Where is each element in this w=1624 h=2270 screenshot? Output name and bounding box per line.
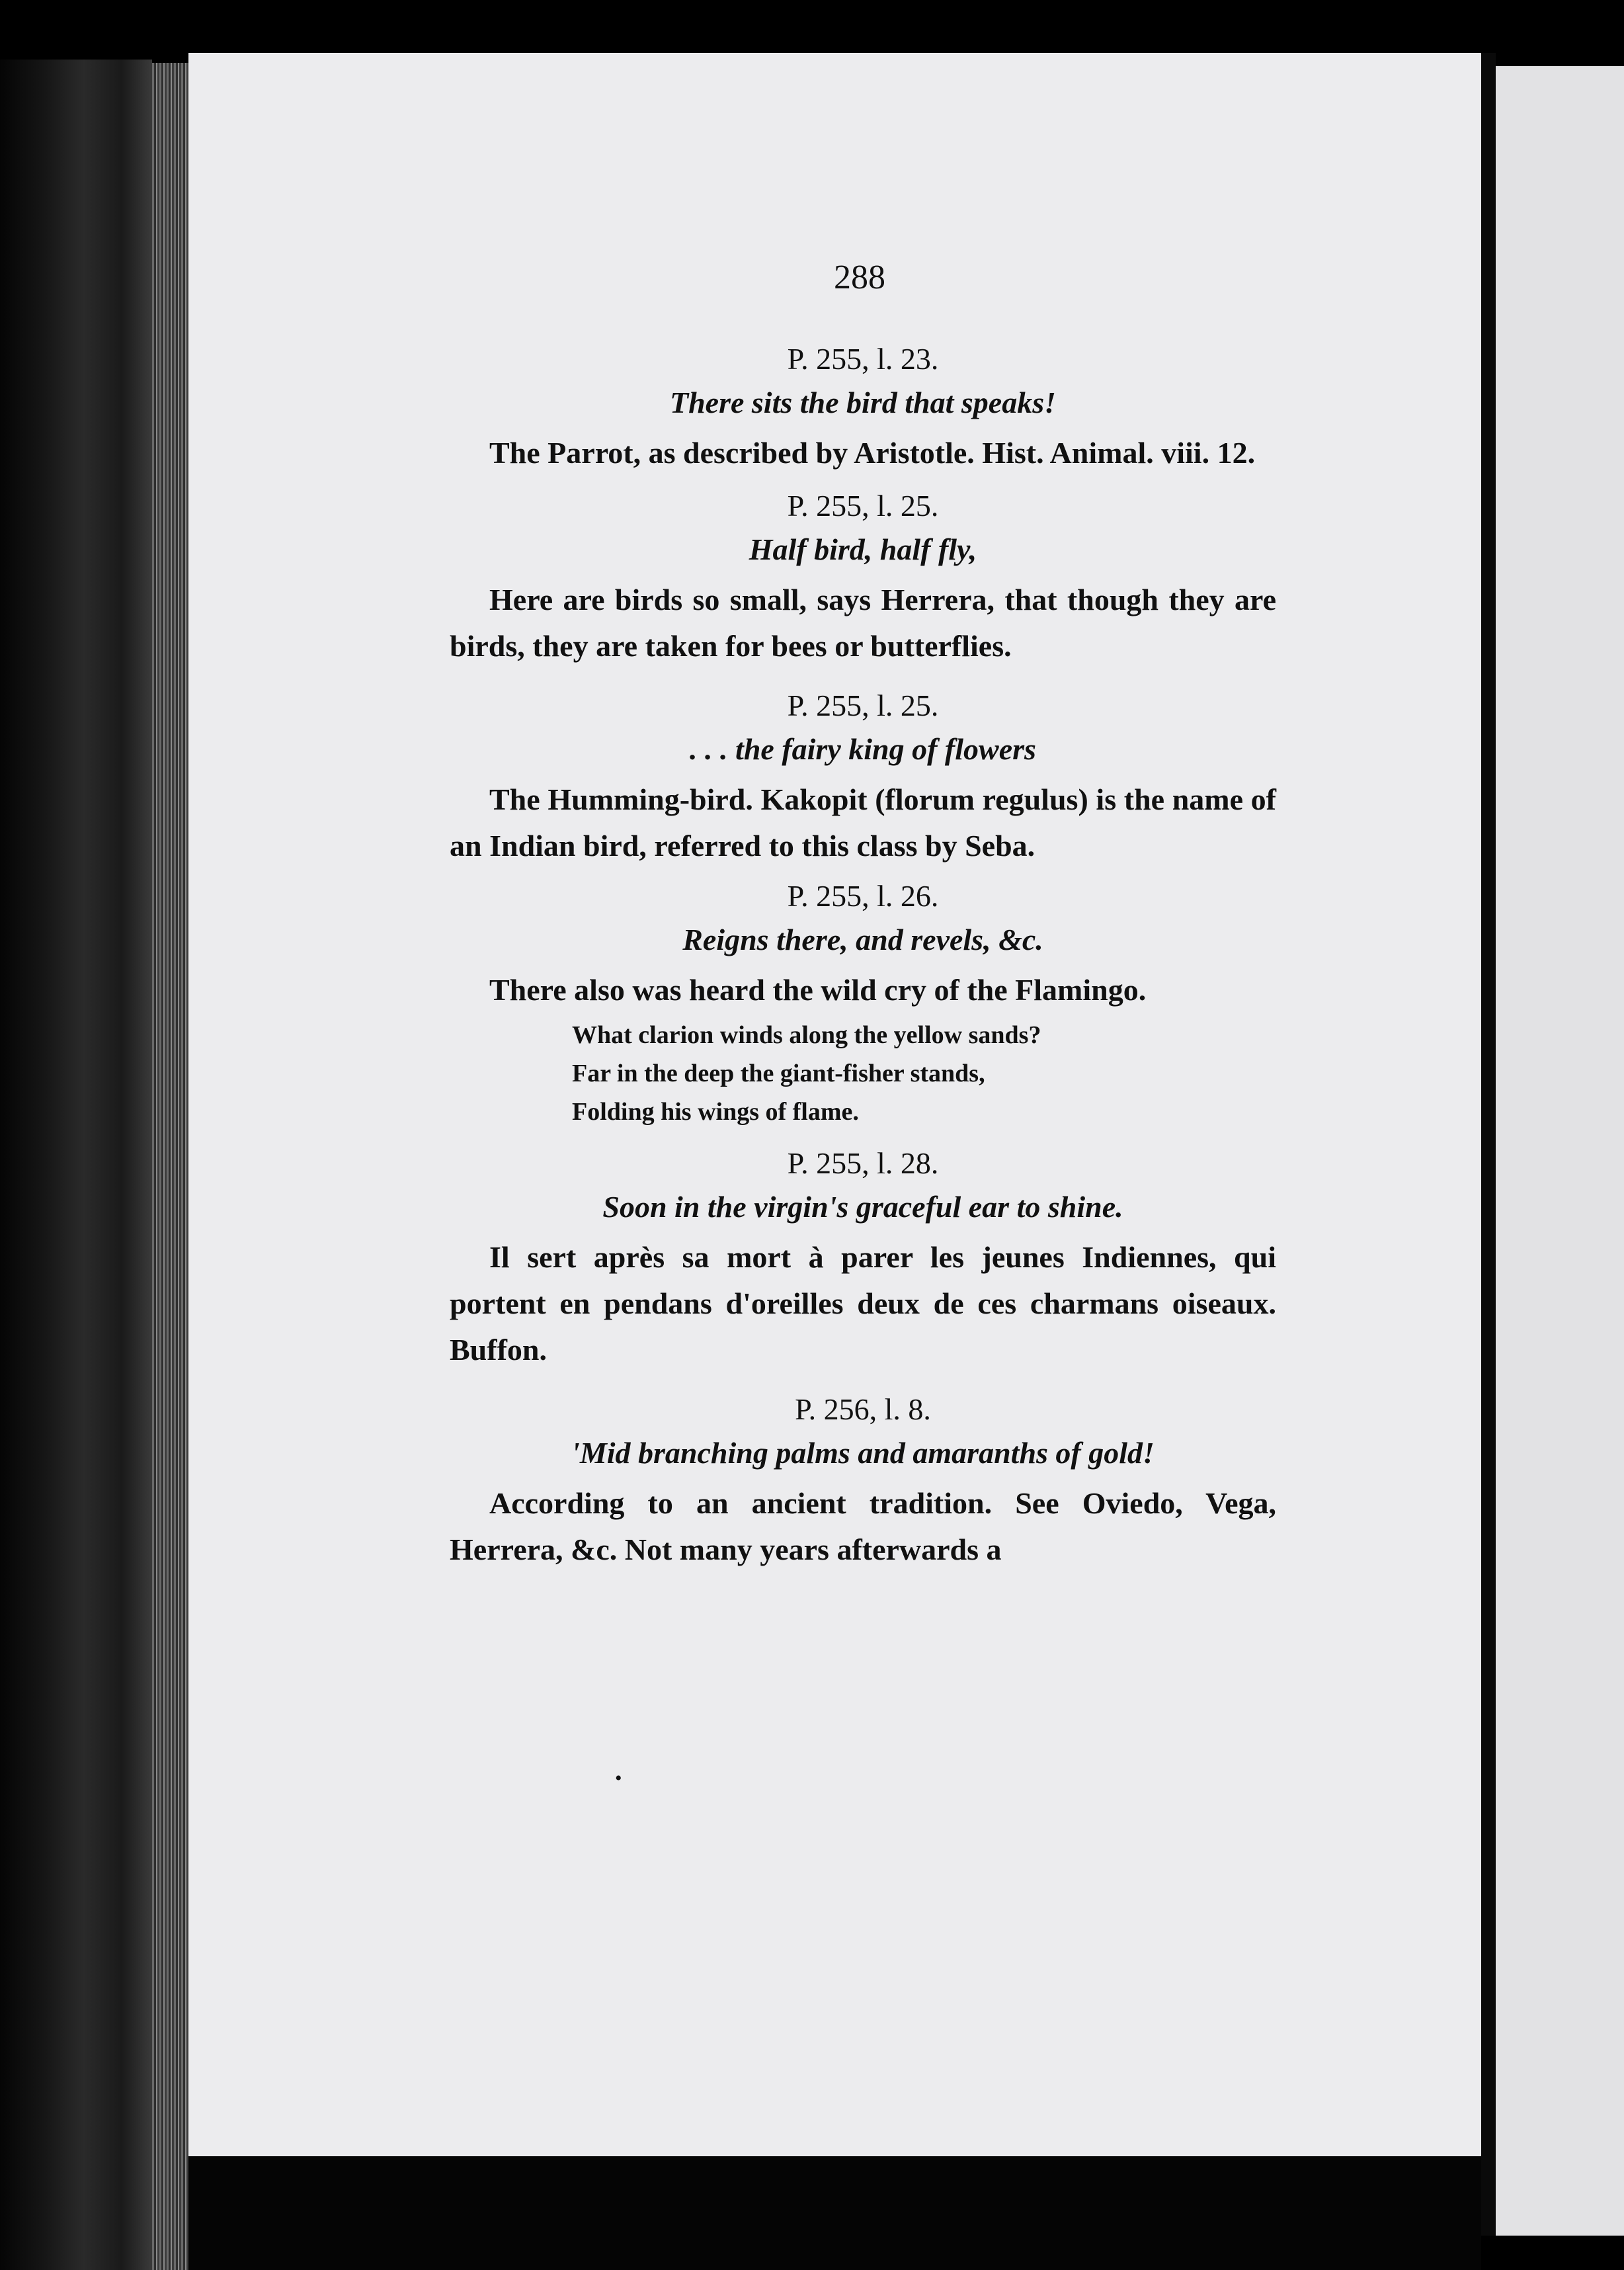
page-mark: • xyxy=(615,1767,622,1789)
gutter-shadow xyxy=(1481,53,1496,2236)
page-edges xyxy=(152,63,188,2270)
note-text: The Humming-bird. Kakopit (florum regulus) is the name of an Indian bird, referred to this class by Seba. xyxy=(450,782,1276,862)
verse-line: Far in the deep the giant-fisher stands, xyxy=(572,1060,985,1087)
scan-bottom-border xyxy=(188,2156,1481,2270)
note-text: Here are birds so small, says Herrera, that though they are birds, they are taken for bees or butterflies. xyxy=(450,583,1276,663)
note-text: Il sert après sa mort à parer les jeunes Indiennes, qui portent en pendans d'oreilles deux de ces charmans oiseaux. Buffon. xyxy=(450,1240,1276,1366)
notes-content xyxy=(450,337,1276,1573)
note-entry xyxy=(450,1142,1276,1373)
verse-quotation xyxy=(572,1016,1276,1131)
note-quote: Soon in the virgin's graceful ear to shine. xyxy=(602,1190,1123,1224)
note-reference: P. 255, l. 25. xyxy=(787,489,939,523)
book-spine xyxy=(0,60,152,2270)
note-quote: . . . the fairy king of flowers xyxy=(690,732,1036,766)
page-number: 288 xyxy=(834,259,885,296)
note-entry xyxy=(450,337,1276,476)
note-reference: P. 255, l. 23. xyxy=(787,342,939,376)
note-entry xyxy=(450,874,1276,1131)
note-quote: Reigns there, and revels, &c. xyxy=(682,923,1043,956)
note-text: The Parrot, as described by Aristotle. Hist. Animal. viii. 12. xyxy=(489,436,1256,470)
note-entry xyxy=(450,684,1276,869)
note-text: There also was heard the wild cry of the Flamingo. xyxy=(489,973,1147,1007)
facing-page-edge xyxy=(1496,66,1624,2236)
note-quote: There sits the bird that speaks! xyxy=(669,386,1056,419)
note-reference: P. 255, l. 25. xyxy=(787,689,939,722)
note-text: According to an ancient tradition. See Oviedo, Vega, Herrera, &c. Not many years afterwards a xyxy=(450,1486,1276,1566)
note-quote: 'Mid branching palms and amaranths of gold! xyxy=(571,1436,1155,1470)
note-reference: P. 255, l. 26. xyxy=(787,879,939,913)
verse-line: Folding his wings of flame. xyxy=(572,1098,859,1126)
note-quote: Half bird, half fly, xyxy=(749,532,977,566)
note-entry xyxy=(450,484,1276,669)
verse-line: What clarion winds along the yellow sands? xyxy=(572,1021,1041,1049)
note-reference: P. 256, l. 8. xyxy=(795,1392,931,1426)
note-reference: P. 255, l. 28. xyxy=(787,1146,939,1180)
note-entry xyxy=(450,1388,1276,1573)
